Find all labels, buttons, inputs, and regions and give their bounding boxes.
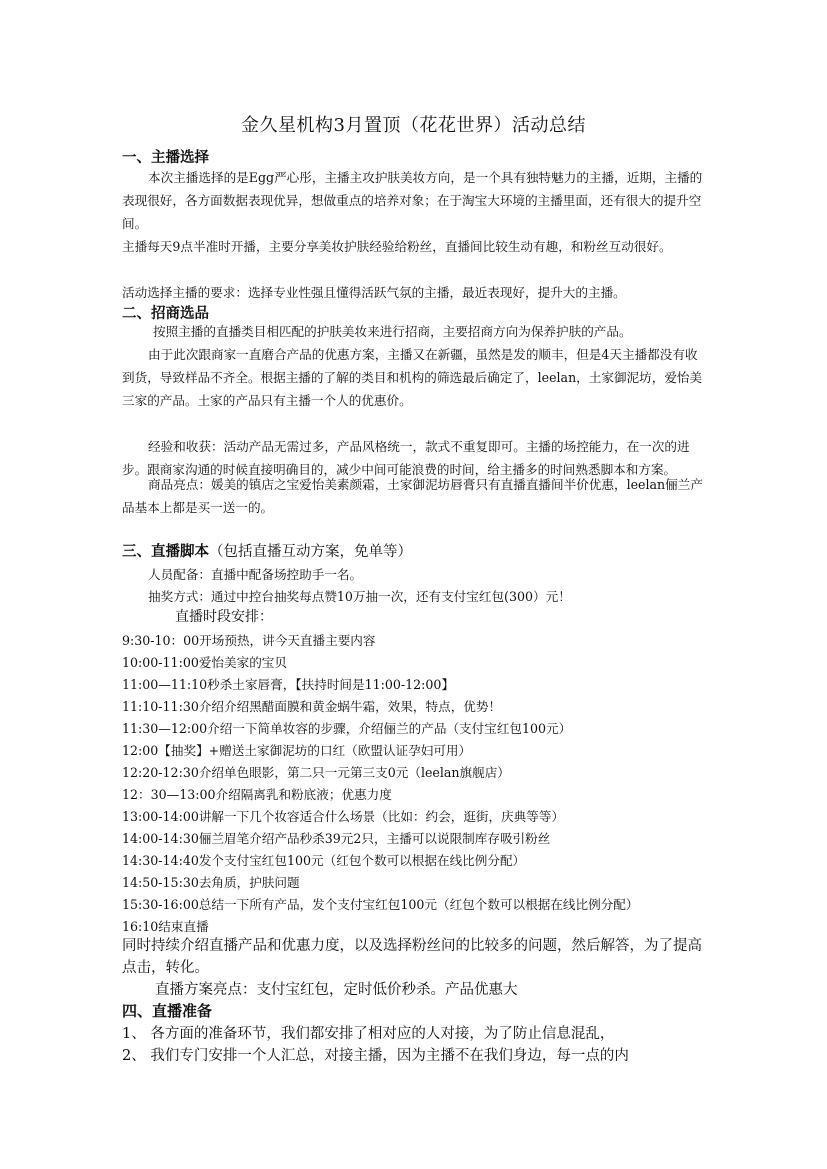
paragraph: 本次主播选择的是Egg严心彤，主播主攻护肤美妆方向，是一个具有独特魅力的主播，近期，主播的表现很好，各方面数据表现优异，想做重点的培养对象；在于淘宝大环境的主播里面，还有很大的提升空间。 (122, 170, 703, 231)
paragraph: 主播每天9点半准时开播，主要分享美妆护肤经验给粉丝，直播间比较生动有趣，和粉丝互动很好。 (122, 239, 672, 254)
schedule-item: 13:00-14:00讲解一下几个妆容适合什么场景（比如：约会，逛街，庆典等等） (122, 809, 565, 824)
document-title: 金久星机构3月置顶（花花世界）活动总结 (241, 115, 586, 136)
schedule-item: 11:00—11:10秒杀土家唇膏，【扶持时间是11:00-12:00】 (122, 677, 455, 692)
section-heading-script (122, 540, 412, 561)
list-item: 1、 各方面的准备环节，我们都安排了相对应的人对接，为了防止信息混乱， (122, 1026, 615, 1042)
schedule-item: 14:50-15:30去角质，护肤问题 (122, 875, 300, 890)
section-heading-preparation: 四、直播准备 (122, 1002, 213, 1020)
schedule-item: 12:20-12:30介绍单色眼影，第二只一元第三支0元（leelan旗舰店） (122, 765, 510, 780)
section-heading-subtext: （包括直播互动方案，免单等） (209, 544, 412, 560)
section-heading-host-selection: 一、主播选择 (122, 149, 209, 166)
schedule-item: 14:00-14:30俪兰眉笔介绍产品秒杀39元2只，主播可以说限制库存吸引粉丝 (122, 831, 551, 846)
staff-line: 人员配备：直播中配备场控助手一名。 (148, 567, 363, 582)
section-heading-merchant-selection: 二、招商选品 (122, 305, 209, 322)
paragraph: 活动选择主播的要求：选择专业性强且懂得活跃气氛的主播，最近表现好，提升大的主播。 (122, 285, 626, 300)
highlight-line: 直播方案亮点：支付宝红包，定时低价秒杀。产品优惠大 (155, 982, 518, 998)
schedule-item: 11:30—12:00介绍一下简单妆容的步骤，介绍俪兰的产品（支付宝红包100元） (122, 721, 572, 736)
lottery-line: 抽奖方式：通过中控台抽奖每点赞10万抽一次，还有支付宝红包(300）元！ (148, 589, 571, 604)
schedule-item: 14:30-14:40发个支付宝红包100元（红包个数可以根据在线比例分配） (122, 853, 526, 868)
paragraph: 由于此次跟商家一直磨合产品的优惠方案，主播又在新疆，虽然是发的顺丰，但是4天主播都没有收到货，导致样品不齐全。根据主播的了解的类目和机构的筛选最后确定了，leelan，土家御泥坊，爱怡美三家的产品。土家的产品只有主播一个人的优惠价。 (122, 347, 703, 408)
schedule-item: 9:30-10：00开场预热，讲今天直播主要内容 (122, 633, 376, 648)
schedule-item: 10:00-11:00爱怡美家的宝贝 (122, 655, 287, 670)
schedule-item: 16:10结束直播 (122, 919, 209, 934)
paragraph: 经验和收获：活动产品无需过多，产品风格统一，款式不重复即可。主播的场控能力，在一次的进步。跟商家沟通的时候直接明确目的，减少中间可能浪费的时间，给主播多的时间熟悉脚本和方案。 (122, 439, 690, 477)
closing-note: 同时持续介绍直播产品和优惠力度，以及选择粉丝问的比较多的问题，然后解答，为了提高点击，转化。 (122, 938, 702, 976)
paragraph: 商品亮点：媛美的镇店之宝爱怡美素颜霜，土家御泥坊唇膏只有直播直播间半价优惠，leelan俪兰产品基本上都是买一送一的。 (122, 477, 703, 515)
schedule-item: 12：30—13:00介绍隔离乳和粉底液；优惠力度 (122, 787, 392, 802)
paragraph: 按照主播的直播类目相匹配的护肤美妆来进行招商，主要招商方向为保养护肤的产品。 (153, 324, 632, 339)
list-item: 2、 我们专门安排一个人汇总，对接主播，因为主播不在我们身边，每一点的内 (122, 1048, 629, 1064)
schedule-title: 直播时段安排： (175, 609, 273, 625)
schedule-item: 15:30-16:00总结一下所有产品，发个支付宝红包100元（红包个数可以根据在线比例分配） (122, 897, 639, 912)
section-heading-text: 三、直播脚本 (122, 543, 209, 560)
schedule-item: 12:00【抽奖】+赠送土家御泥坊的口红（欧盟认证孕妇可用） (122, 743, 472, 758)
schedule-item: 11:10-11:30介绍介绍黑醋面膜和黄金蜗牛霜，效果，特点，优势！ (122, 699, 502, 714)
